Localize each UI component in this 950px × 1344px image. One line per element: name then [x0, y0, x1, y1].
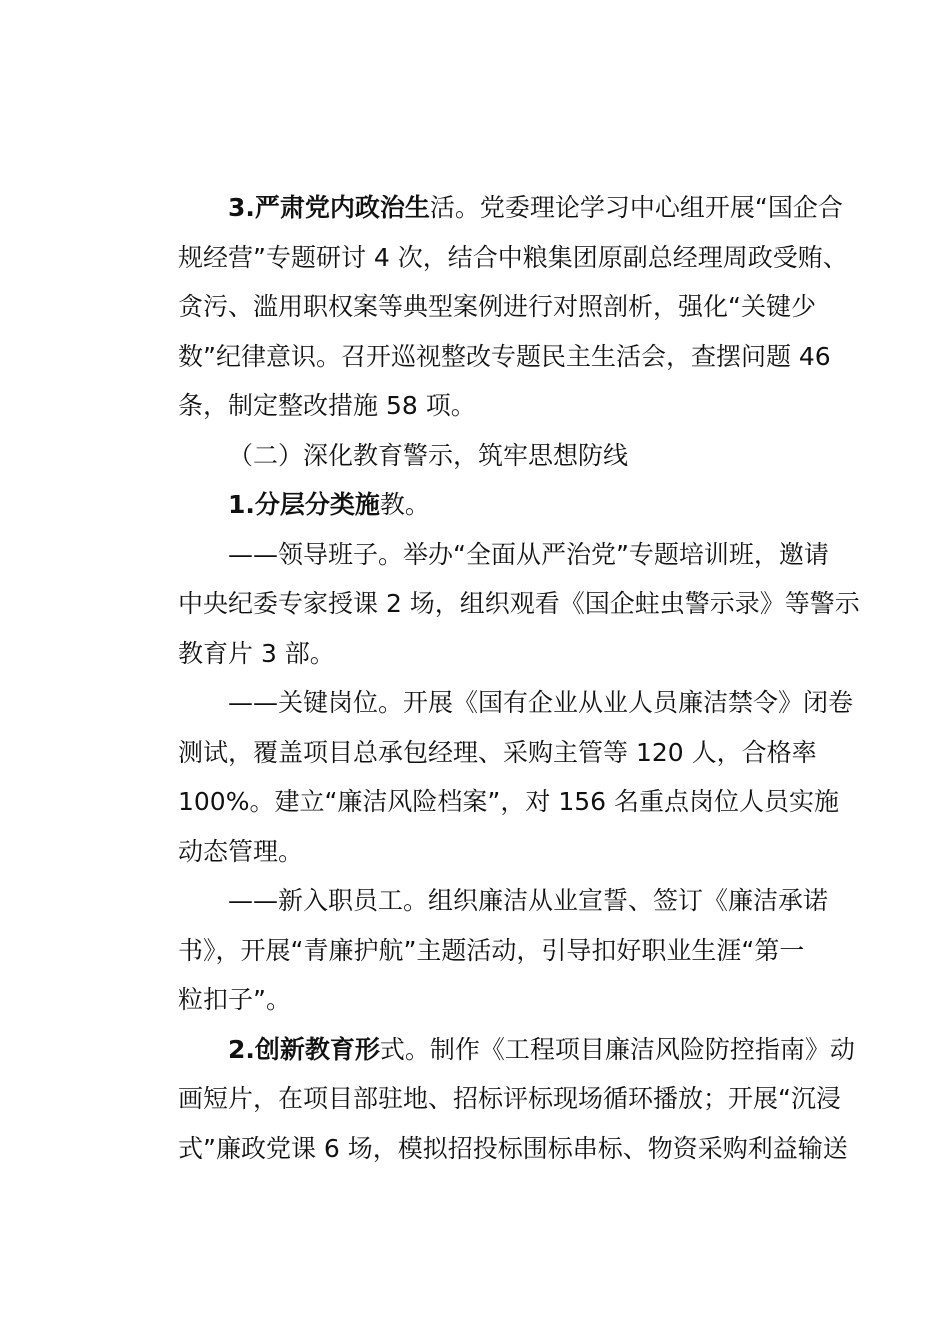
text-line: 粒扣子”。 — [178, 985, 291, 1014]
paragraph-innovative-forms — [128, 1025, 855, 1174]
text-line: 1.分层分类施教。 — [228, 490, 430, 519]
document-page — [128, 183, 860, 1173]
text-line: 规经营”专题研讨 4 次，结合中粮集团原副总经理周政受贿、 — [178, 242, 848, 272]
text-line: 3.严肃党内政治生活。党委理论学习中心组开展“国企合 — [228, 193, 843, 222]
section-heading — [128, 431, 834, 481]
text-line: 式”廉政党课 6 场，模拟招投标围标串标、物资采购利益输送 — [178, 1133, 848, 1163]
bold-heading: 3.严肃党内政治生 — [228, 193, 430, 222]
paragraph-layered-education — [128, 480, 834, 530]
text-line: （二）深化教育警示，筑牢思想防线 — [228, 440, 629, 470]
bold-heading: 2.创新教育形 — [228, 1034, 380, 1064]
paragraph-leadership — [128, 530, 860, 679]
text-line: ——领导班子。举办“全面从严治党”专题培训班，邀请 — [228, 539, 829, 569]
text-line: 书》，开展“青廉护航”主题活动，引导扣好职业生涯“第一 — [178, 935, 805, 965]
text-line: ——新入职员工。组织廉洁从业宣誓、签订《廉洁承诺 — [228, 886, 829, 915]
text-line: 教育片 3 部。 — [178, 638, 335, 668]
text-line: 测试，覆盖项目总承包经理、采购主管等 120 人，合格率 — [178, 737, 817, 767]
paragraph-political-life — [128, 183, 848, 431]
text-line: 条，制定整改措施 58 项。 — [178, 391, 476, 420]
paragraph-key-positions — [128, 678, 854, 876]
text-line: 中央纪委专家授课 2 场，组织观看《国企蛀虫警示录》等警示 — [178, 589, 860, 618]
text-line: 100%。建立“廉洁风险档案”，对 156 名重点岗位人员实施 — [178, 787, 839, 816]
text-line: ——关键岗位。开展《国有企业从业人员廉洁禁令》闭卷 — [228, 688, 854, 717]
text-line: 动态管理。 — [178, 836, 304, 866]
text-line: 2.创新教育形式。制作《工程项目廉洁风险防控指南》动 — [228, 1034, 855, 1064]
text-line: 数”纪律意识。召开巡视整改专题民主生活会，查摆问题 46 — [178, 341, 831, 371]
paragraph-new-employees — [128, 876, 834, 1025]
text-line: 贪污、滥用职权案等典型案例进行对照剖析，强化“关键少 — [178, 292, 816, 321]
text-line: 画短片，在项目部驻地、招标评标现场循环播放；开展“沉浸 — [178, 1084, 841, 1113]
bold-heading: 1.分层分类施 — [228, 490, 380, 519]
